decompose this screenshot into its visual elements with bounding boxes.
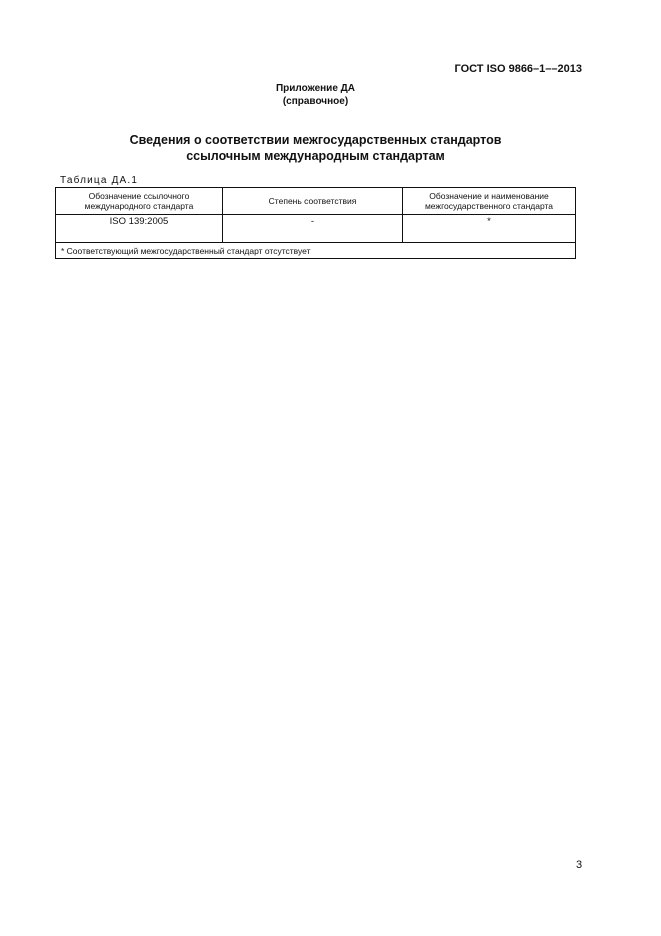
table-footnote: * Соответствующий межгосударственный стандарт отсутствует xyxy=(56,243,576,259)
correspondence-table xyxy=(55,187,576,259)
section-heading-line-1: Сведения о соответствии межгосударственных стандартов xyxy=(129,133,502,147)
column-header-reference-standard: Обозначение ссылочного международного стандарта xyxy=(56,188,223,215)
appendix-header xyxy=(0,82,631,108)
section-heading-line-2: ссылочным международным стандартам xyxy=(186,149,445,163)
page-number: 3 xyxy=(576,859,583,871)
cell-reference-standard: ISO 139:2005 xyxy=(56,215,223,243)
appendix-subtitle: (справочное) xyxy=(282,96,349,107)
column-header-degree: Степень соответствия xyxy=(223,188,403,215)
column-header-interstate-standard: Обозначение и наименование межгосударственного стандарта xyxy=(403,188,576,215)
table-footnote-row xyxy=(56,243,576,259)
section-heading xyxy=(0,132,631,164)
table-label: Таблица ДА.1 xyxy=(60,175,139,186)
cell-degree: - xyxy=(223,215,403,243)
document-code: ГОСТ ISO 9866–1––2013 xyxy=(454,63,582,75)
appendix-title: Приложение ДА xyxy=(275,83,356,94)
table-header-row xyxy=(56,188,576,215)
cell-interstate-standard: * xyxy=(403,215,576,243)
table-row xyxy=(56,215,576,243)
